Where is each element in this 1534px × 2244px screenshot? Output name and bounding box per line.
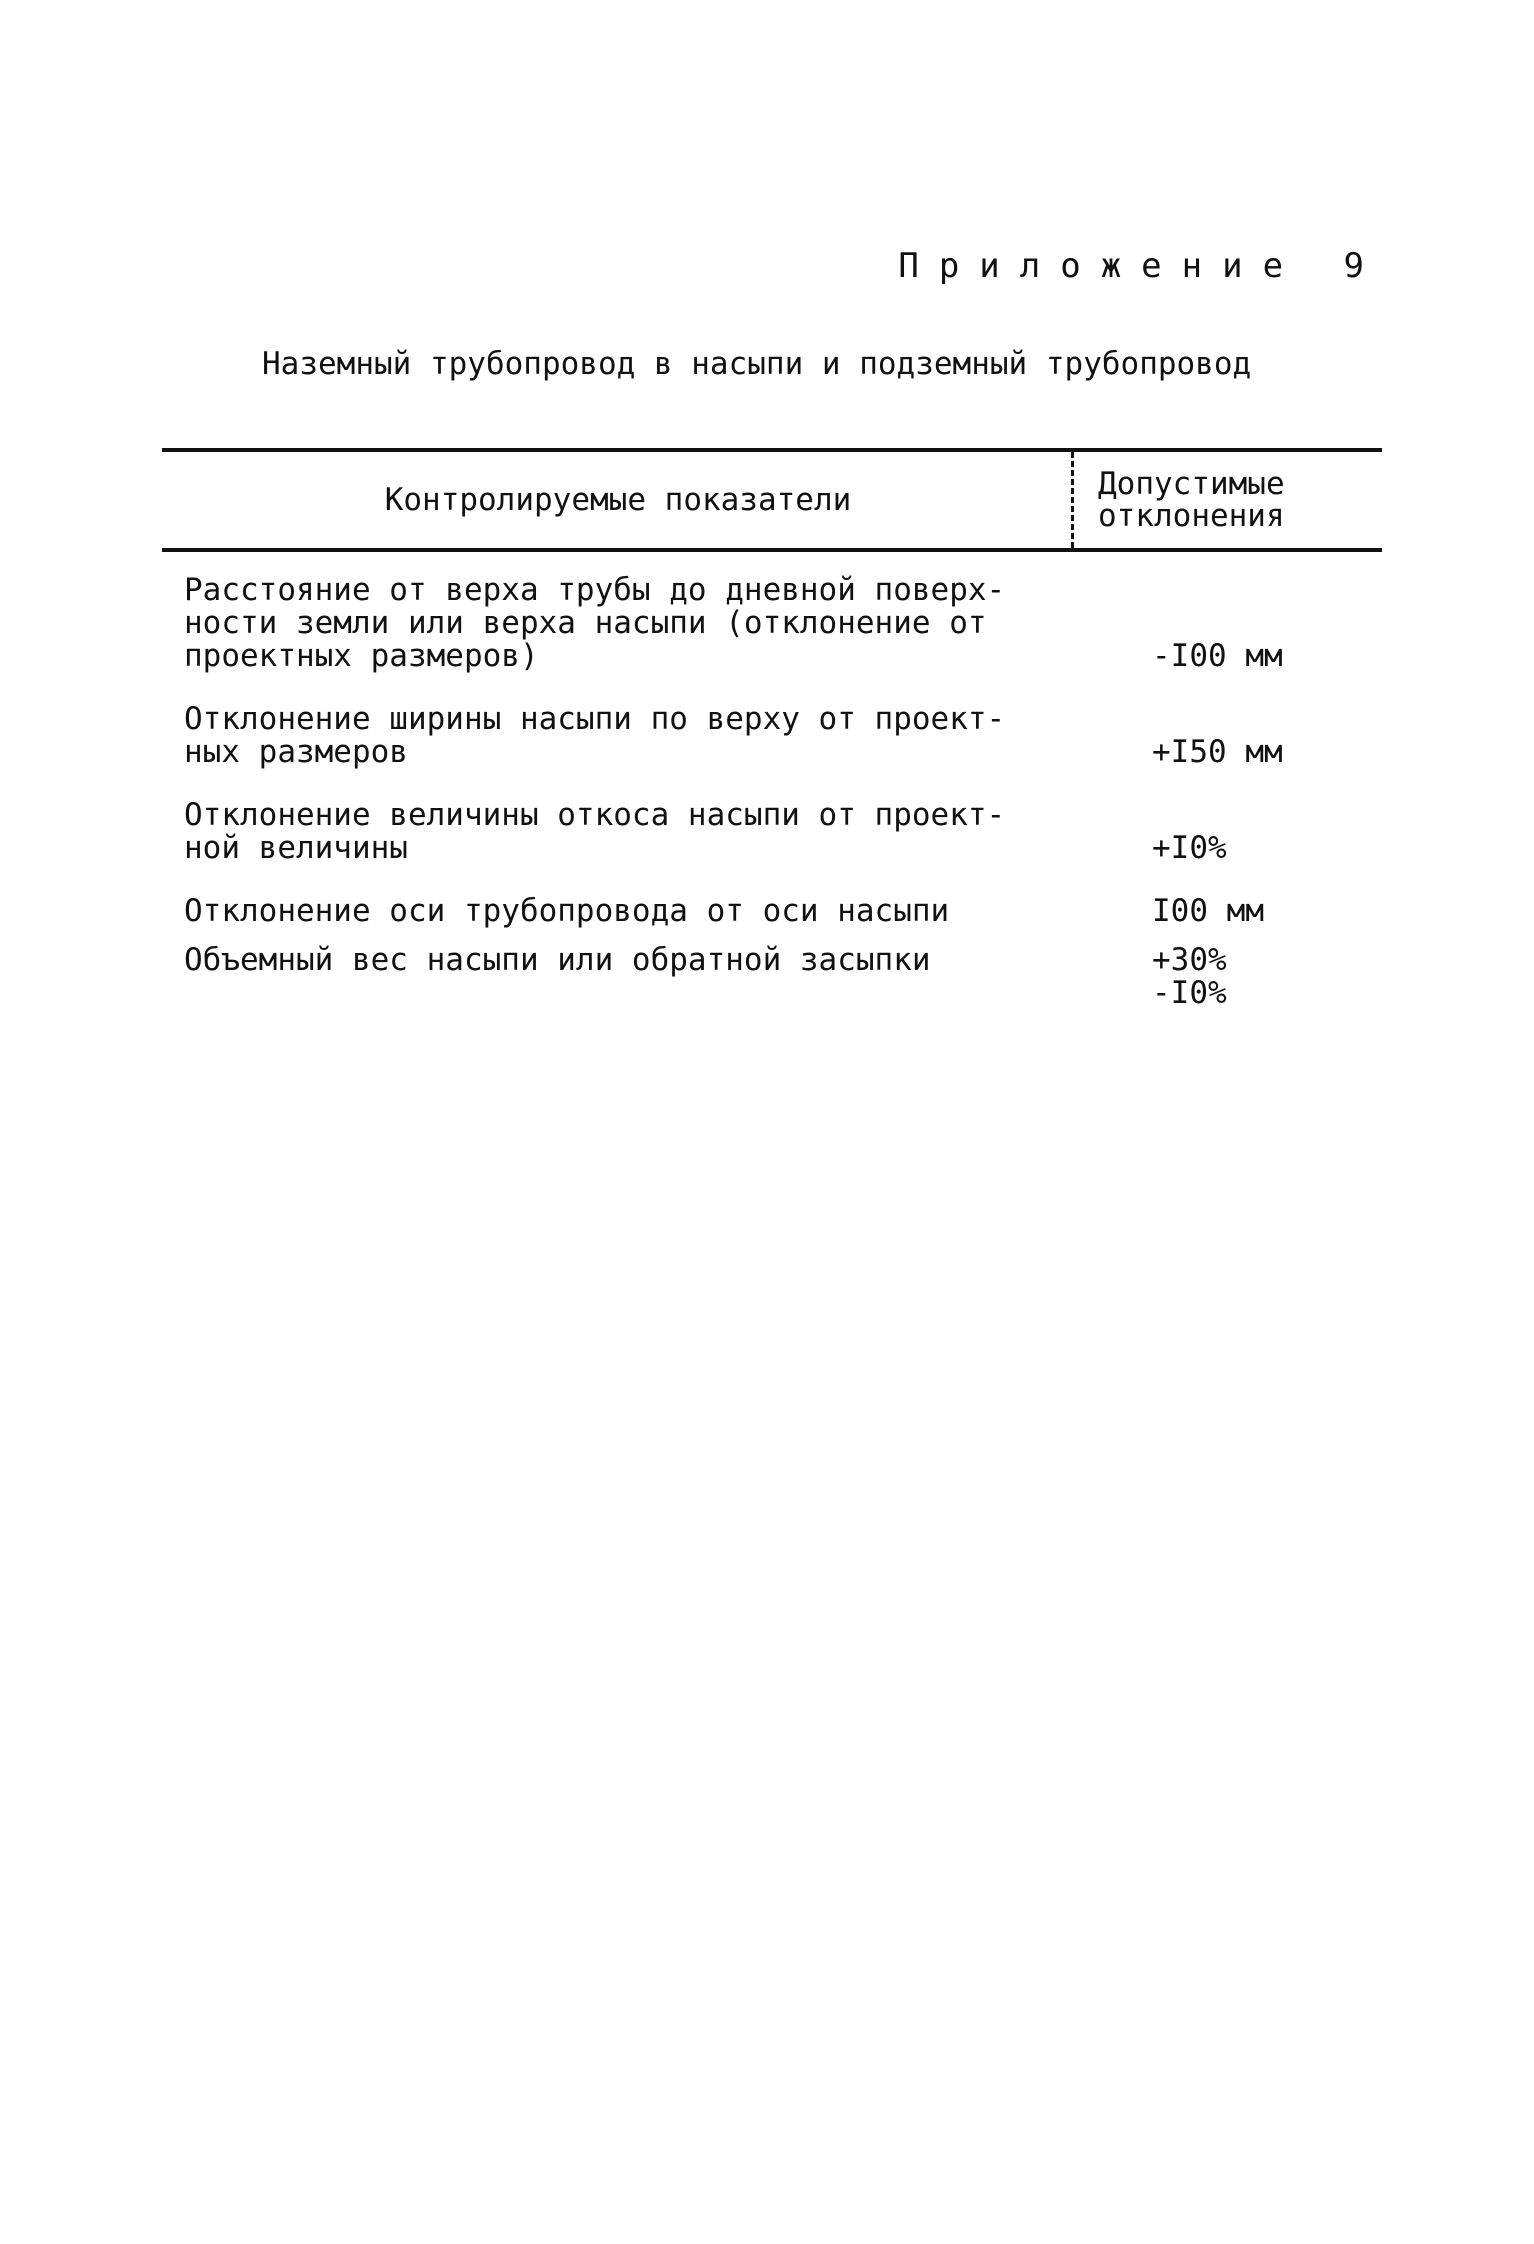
row-parameter (162, 703, 1084, 769)
table-row (162, 799, 1382, 865)
table-row (162, 895, 1382, 928)
row-parameter-line: ной величины (184, 830, 408, 866)
row-parameter (162, 574, 1084, 673)
row-parameter (162, 895, 1084, 928)
row-deviation (1152, 736, 1283, 769)
header-deviation (1098, 468, 1285, 532)
table-row (162, 942, 1382, 1011)
row-deviation (1152, 944, 1227, 1010)
table-row (162, 703, 1382, 769)
table-row (162, 574, 1382, 673)
header-deviation-line1: Допустимые (1098, 466, 1285, 502)
row-parameter-line: ных размеров (184, 734, 408, 770)
row-deviation-line: +I50 мм (1152, 734, 1283, 770)
row-parameter-line: Объемный вес насыпи или обратной засыпки (184, 942, 931, 978)
row-deviation-line: +30% (1152, 942, 1227, 978)
row-parameter-line: Отклонение оси трубопровода от оси насыпи (184, 893, 950, 929)
appendix-label: Приложение 9 (898, 246, 1384, 286)
header-parameter: Контролируемые показатели (384, 482, 852, 518)
row-deviation-line: +I0% (1152, 830, 1227, 866)
row-deviation-line: -I0% (1152, 975, 1227, 1011)
header-deviation-line2: отклонения (1098, 498, 1285, 534)
row-deviation (1152, 895, 1264, 928)
row-parameter-line: Отклонение ширины насыпи по верху от проект- (184, 701, 1006, 737)
table-body (162, 552, 1382, 1011)
row-parameter-line: Отклонение величины откоса насыпи от проект- (184, 797, 1006, 833)
row-deviation (1152, 640, 1283, 673)
table-header (162, 452, 1382, 548)
row-parameter-line: Расстояние от верха трубы до дневной поверх- (184, 572, 1006, 608)
tolerance-table (162, 448, 1382, 1011)
row-parameter (162, 799, 1084, 865)
header-column-separator (1071, 452, 1074, 548)
row-parameter (162, 944, 1084, 977)
row-deviation-line: I00 мм (1152, 893, 1264, 929)
row-deviation (1152, 832, 1227, 865)
row-deviation-line: -I00 мм (1152, 638, 1283, 674)
document-title: Наземный трубопровод в насыпи и подземный трубопровод (262, 346, 1252, 382)
row-parameter-line: проектных размеров) (184, 638, 539, 674)
row-parameter-line: ности земли или верха насыпи (отклонение от (184, 605, 987, 641)
